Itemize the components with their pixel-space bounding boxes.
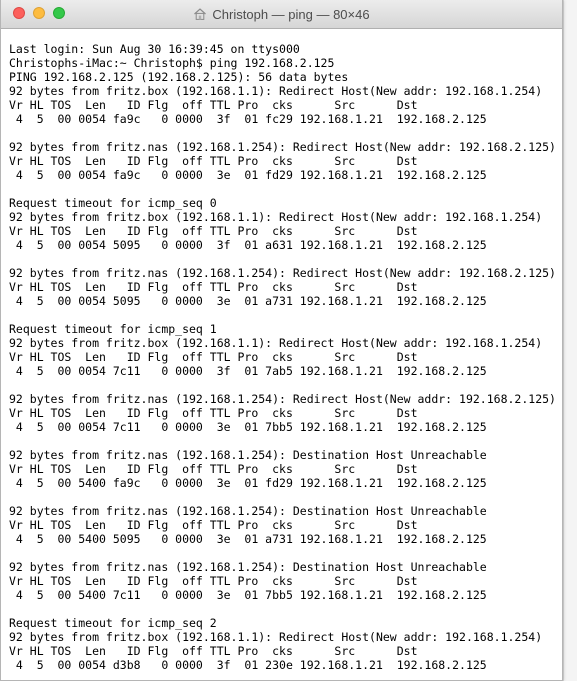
terminal-line: Vr HL TOS Len ID Flg off TTL Pro cks Src Dst (9, 350, 418, 364)
terminal-line: 4 5 00 5400 5095 0 0000 3e 01 a731 192.168.1.21 192.168.2.125 (9, 532, 487, 546)
terminal-line: 4 5 00 5400 fa9c 0 0000 3e 01 fd29 192.168.1.21 192.168.2.125 (9, 476, 487, 490)
terminal-line: Request timeout for icmp_seq 0 (9, 196, 217, 210)
window-title-group (1, 0, 562, 28)
terminal-line: 92 bytes from fritz.nas (192.168.1.254): Redirect Host(New addr: 192.168.2.125) (9, 140, 556, 154)
terminal-output[interactable] (1, 29, 562, 680)
terminal-line: 4 5 00 0054 fa9c 0 0000 3f 01 fc29 192.168.1.21 192.168.2.125 (9, 112, 487, 126)
terminal-line: Vr HL TOS Len ID Flg off TTL Pro cks Src Dst (9, 644, 418, 658)
terminal-line: 92 bytes from fritz.nas (192.168.1.254): Destination Host Unreachable (9, 448, 487, 462)
terminal-line: 4 5 00 0054 5095 0 0000 3f 01 a631 192.168.1.21 192.168.2.125 (9, 238, 487, 252)
home-folder-icon (193, 7, 207, 21)
terminal-line: 4 5 00 0054 5095 0 0000 3e 01 a731 192.168.1.21 192.168.2.125 (9, 294, 487, 308)
terminal-line: Vr HL TOS Len ID Flg off TTL Pro cks Src Dst (9, 574, 418, 588)
terminal-line: 4 5 00 0054 d3b8 0 0000 3f 01 230e 192.168.1.21 192.168.2.125 (9, 658, 487, 672)
terminal-line: 4 5 00 5400 7c11 0 0000 3e 01 7bb5 192.168.1.21 192.168.2.125 (9, 588, 487, 602)
terminal-line: 4 5 00 0054 7c11 0 0000 3e 01 7bb5 192.168.1.21 192.168.2.125 (9, 420, 487, 434)
terminal-line: 4 5 00 0054 7c11 0 0000 3f 01 7ab5 192.168.1.21 192.168.2.125 (9, 364, 487, 378)
terminal-line: Vr HL TOS Len ID Flg off TTL Pro cks Src Dst (9, 98, 418, 112)
terminal-line (9, 252, 562, 266)
terminal-line: 92 bytes from fritz.nas (192.168.1.254): Redirect Host(New addr: 192.168.2.125) (9, 266, 556, 280)
terminal-line: 92 bytes from fritz.nas (192.168.1.254): Destination Host Unreachable (9, 560, 487, 574)
terminal-line: Vr HL TOS Len ID Flg off TTL Pro cks Src Dst (9, 406, 418, 420)
terminal-line: Christophs-iMac:~ Christoph$ ping 192.168.2.125 (9, 56, 335, 70)
terminal-line: Vr HL TOS Len ID Flg off TTL Pro cks Src Dst (9, 280, 418, 294)
terminal-line: 4 5 00 0054 fa9c 0 0000 3e 01 fd29 192.168.1.21 192.168.2.125 (9, 168, 487, 182)
terminal-line: Vr HL TOS Len ID Flg off TTL Pro cks Src Dst (9, 462, 418, 476)
terminal-line (9, 546, 562, 560)
terminal-line (9, 308, 562, 322)
terminal-line (9, 602, 562, 616)
terminal-line: Vr HL TOS Len ID Flg off TTL Pro cks Src Dst (9, 518, 418, 532)
background-window-edge (563, 0, 577, 681)
terminal-line: PING 192.168.2.125 (192.168.2.125): 56 data bytes (9, 70, 349, 84)
terminal-line: Request timeout for icmp_seq 1 (9, 322, 217, 336)
terminal-line: 92 bytes from fritz.box (192.168.1.1): Redirect Host(New addr: 192.168.1.254) (9, 336, 543, 350)
terminal-line: 92 bytes from fritz.box (192.168.1.1): Redirect Host(New addr: 192.168.1.254) (9, 210, 543, 224)
terminal-line: 92 bytes from fritz.box (192.168.1.1): Redirect Host(New addr: 192.168.1.254) (9, 84, 543, 98)
terminal-line (9, 378, 562, 392)
terminal-line (9, 126, 562, 140)
terminal-line (9, 490, 562, 504)
terminal-line (9, 434, 562, 448)
terminal-line: 92 bytes from fritz.box (192.168.1.1): Redirect Host(New addr: 192.168.1.254) (9, 630, 543, 644)
window-title: Christoph — ping — 80×46 (212, 6, 370, 22)
terminal-line: Request timeout for icmp_seq 2 (9, 616, 217, 630)
terminal-line: Vr HL TOS Len ID Flg off TTL Pro cks Src Dst (9, 154, 418, 168)
terminal-line: 92 bytes from fritz.nas (192.168.1.254): Destination Host Unreachable (9, 504, 487, 518)
terminal-line: 92 bytes from fritz.nas (192.168.1.254): Redirect Host(New addr: 192.168.2.125) (9, 392, 556, 406)
terminal-line: Vr HL TOS Len ID Flg off TTL Pro cks Src Dst (9, 224, 418, 238)
terminal-line: Last login: Sun Aug 30 16:39:45 on ttys000 (9, 42, 300, 56)
title-bar[interactable] (1, 0, 562, 29)
terminal-line (9, 182, 562, 196)
